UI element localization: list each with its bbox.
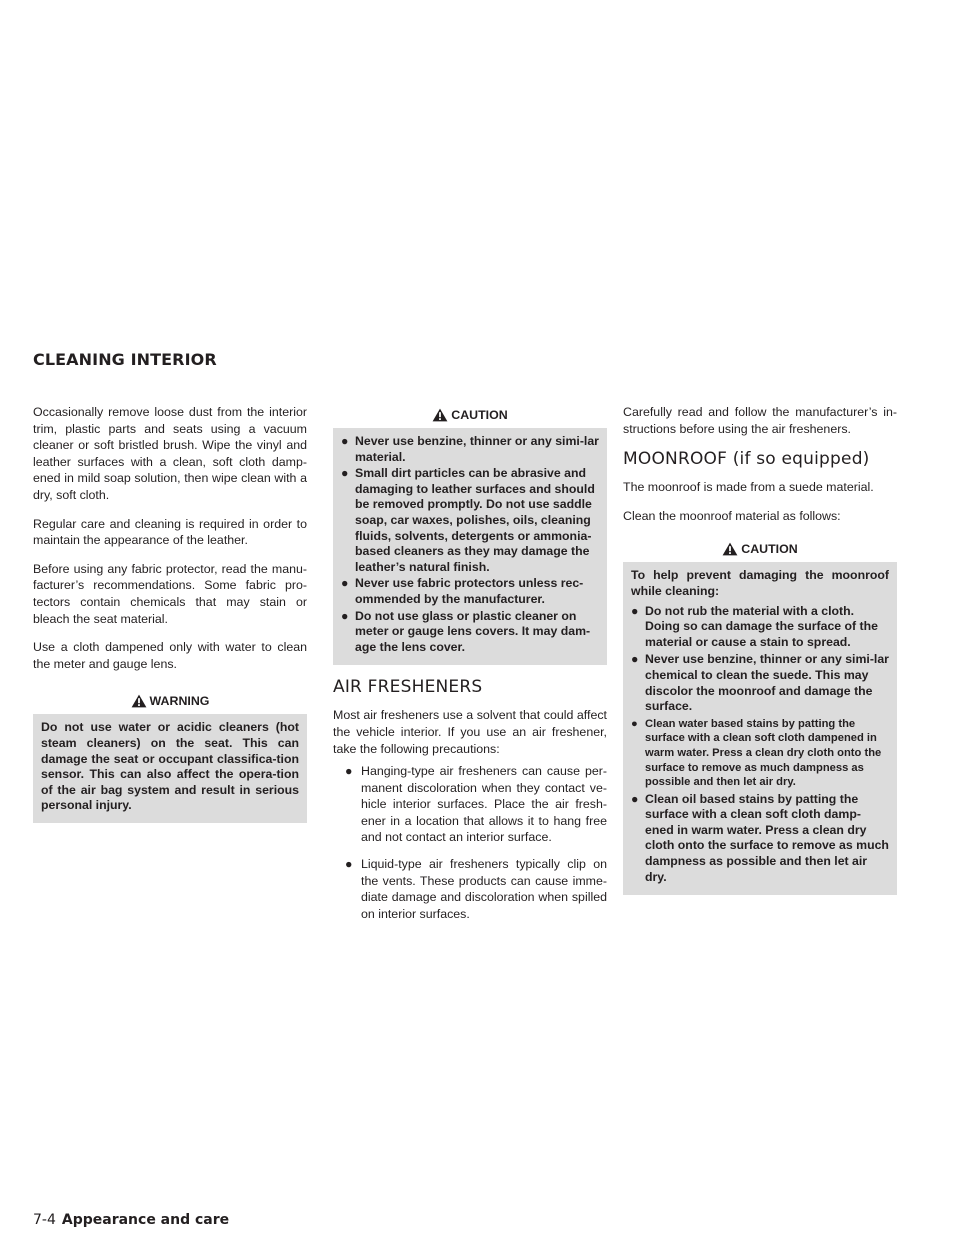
- warning-triangle-icon: [432, 408, 448, 422]
- warning-label: WARNING: [149, 694, 210, 709]
- list-item: ● Liquid-type air fresheners typically clip on the vents. These products can cause imme-diate damage and discoloration when spilled on interior surfaces.: [345, 857, 607, 921]
- warning-header: [33, 690, 307, 714]
- paragraph: Regular care and cleaning is required in order to maintain the appearance of the leather.: [33, 516, 307, 548]
- paragraph: Use a cloth dampened only with water to clean the meter and gauge lens.: [33, 640, 307, 671]
- bullet-icon: ●: [631, 652, 639, 667]
- bullet-icon: ●: [631, 717, 638, 730]
- list-item: ● Never use benzine, thinner or any simi-lar chemical to clean the suede. This may discolor the moonroof and damage the surface.: [631, 652, 889, 714]
- warning-triangle-icon: [722, 542, 738, 556]
- paragraph: Occasionally remove loose dust from the interior trim, plastic parts and seats using a vacuum cleaner or soft bristled brush. Wipe the vinyl and leather surfaces with a clean, soft cloth damp-ened in mild soap solution, then wipe clean with a dry, soft cloth.: [33, 405, 307, 502]
- caution-header: [623, 538, 897, 562]
- paragraph: Before using any fabric protector, read the manu-facturer’s recommendations. Some fabric pro-tectors contain chemicals that may stain or bleach the seat material.: [33, 561, 307, 626]
- bullet-icon: ●: [341, 608, 349, 623]
- page-footer: [33, 1212, 229, 1228]
- caution-intro: To help prevent damaging the moonroof while cleaning:: [631, 568, 889, 598]
- paragraph: Clean the moonroof material as follows:: [623, 508, 841, 523]
- caution-list: [341, 434, 599, 655]
- column-1: [33, 404, 307, 823]
- list-item: ● Clean water based stains by patting the surface with a clean soft cloth dampened in warm water. Press a clean dry cloth onto the surface to remove as much dampness as possible and then let air dry.: [631, 717, 882, 789]
- bullet-icon: ●: [345, 857, 353, 872]
- caution-box: [333, 404, 607, 665]
- list-item: ● Never use benzine, thinner or any simi-lar material.: [341, 434, 599, 464]
- warning-text: Do not use water or acidic cleaners (hot steam cleaners) on the seat. This can damage the seat or occupant classifica-tion sensor. This can also affect the opera-tion of the air bag system and result in serious personal injury.: [41, 720, 299, 813]
- subheading-air-fresheners: AIR FRESHENERS: [333, 677, 483, 698]
- caution-header: [333, 404, 607, 428]
- paragraph: The moonroof is made from a suede material.: [623, 480, 874, 495]
- list-item: ● Small dirt particles can be abrasive and damaging to leather surfaces and should be removed promptly. Do not use saddle soap, car waxes, polishes, oils, cleaning fluids, solvents, detergents or ammonia-based cleaners as they may damage the leather’s natural finish.: [341, 466, 595, 574]
- bullet-icon: ●: [345, 764, 353, 779]
- paragraph: Most air fresheners use a solvent that could affect the vehicle interior. If you use an air freshener, take the following precautions:: [333, 708, 607, 756]
- bullet-icon: ●: [341, 466, 349, 481]
- section-title: CLEANING INTERIOR: [33, 350, 217, 369]
- caution-label: CAUTION: [741, 542, 798, 557]
- caution-box: [623, 538, 897, 895]
- warning-triangle-icon: [131, 694, 147, 708]
- precaution-list: [333, 763, 607, 922]
- list-item: ● Clean oil based stains by patting the surface with a clean soft cloth damp-ened in warm water. Press a clean dry cloth onto the surface to remove as much dampness as possible and then let air dry.: [631, 791, 889, 884]
- list-item: ● Hanging-type air fresheners can cause per-manent discoloration when they contact ve-hicle interior surfaces. Place the air fresh-ener in a location that allows it to hang free and not contact an interior surface.: [345, 764, 607, 845]
- caution-list: [631, 604, 889, 886]
- column-2: [333, 404, 607, 932]
- list-item: ● Never use fabric protectors unless rec-ommended by the manufacturer.: [341, 576, 584, 606]
- bullet-icon: ●: [631, 791, 639, 806]
- subheading-moonroof: MOONROOF (if so equipped): [623, 449, 870, 470]
- list-item: ● Do not rub the material with a cloth. Doing so can damage the surface of the material or cause a stain to spread.: [631, 603, 879, 649]
- chapter-title: Appearance and care: [61, 1212, 230, 1228]
- list-item: ● Do not use glass or plastic cleaner on meter or gauge lens covers. It may dam-age the lens cover.: [341, 608, 591, 654]
- caution-label: CAUTION: [451, 408, 508, 422]
- column-3: [623, 404, 897, 895]
- paragraph: Carefully read and follow the manufacturer’s in-structions before using the air fresheners.: [623, 405, 897, 436]
- bullet-icon: ●: [341, 576, 349, 591]
- page-number: 7-4: [33, 1212, 56, 1228]
- warning-box: [33, 690, 307, 823]
- bullet-icon: ●: [631, 603, 639, 618]
- bullet-icon: ●: [341, 434, 349, 448]
